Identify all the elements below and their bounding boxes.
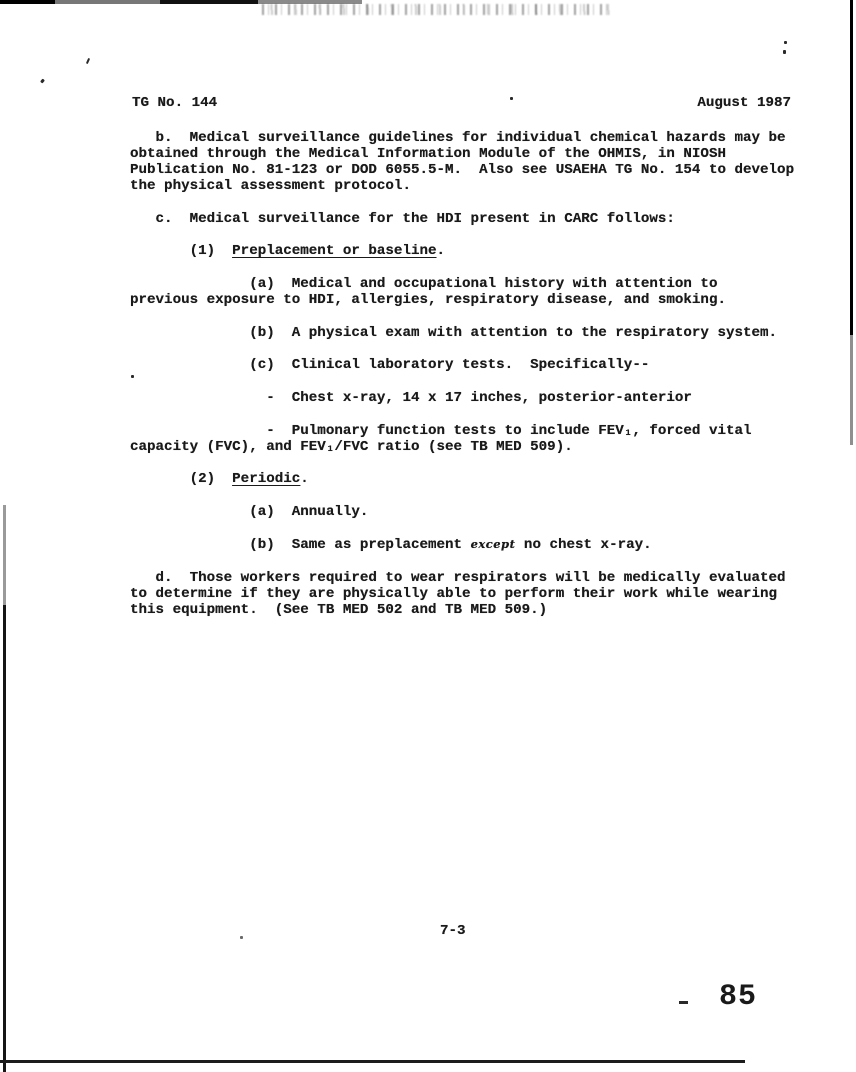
text-line [130,536,830,553]
paragraph [130,276,830,308]
paragraph [130,390,830,406]
text-segment: this equipment. (See TB MED 502 and TB MED 509.) [130,602,548,619]
text-line [130,357,830,373]
text-line [130,570,830,586]
text-segment: . [300,471,309,488]
paragraph [130,357,830,373]
paragraph [130,325,830,341]
text-segment: (a) Annually. [130,503,369,520]
paragraph [130,471,830,487]
text-segment: obtained through the Medical Information Module of the OHMIS, in NIOSH [130,146,726,163]
text-segment: b. Medical surveillance guidelines for individual chemical hazards may be [130,130,786,146]
scan-edge-bottom [0,1060,745,1063]
faded-stamp-smudge [262,4,612,15]
ink-speck [783,50,786,54]
document-body [130,130,830,618]
text-line [130,130,830,146]
ink-speck [510,97,513,100]
ink-speck [240,936,243,939]
text-segment: - Chest x-ray, 14 x 17 inches, posterior-anterior [130,389,692,406]
text-line [130,439,830,455]
text-segment: capacity (FVC), and FEV₁/FVC ratio (see TB MED 509). [130,438,573,455]
scan-edge-right [850,0,853,445]
text-segment: (1) [130,243,233,260]
text-line [130,211,830,227]
text-segment: the physical assessment protocol. [130,178,411,195]
text-line [130,390,830,406]
text-line [130,292,830,308]
text-segment: . [436,243,446,260]
stamp-dash [679,1001,688,1004]
text-line [130,243,830,259]
text-line [130,602,830,618]
text-line [130,325,830,341]
ink-speck [784,41,787,44]
text-segment: (c) Clinical laboratory tests. Specifically-- [130,357,650,374]
ink-speck [40,79,45,84]
paragraph [130,504,830,520]
text-segment: (b) Same as preplacement [130,537,471,554]
text-segment: c. Medical surveillance for the HDI present in CARC follows: [130,210,675,227]
text-line [130,504,830,520]
text-line [130,162,830,178]
page-number: 7-3 [440,923,466,939]
underlined-text: Periodic [232,471,301,488]
text-segment: - Pulmonary function tests to include FEV₁, forced vital [130,422,752,439]
text-line [130,276,830,292]
text-segment: no chest x-ray. [515,537,652,554]
paragraph [130,423,830,455]
text-segment: to determine if they are physically able to perform their work while wearing [130,586,778,603]
scan-edge-left [3,505,6,1072]
paragraph [130,570,830,618]
text-line [130,146,830,162]
text-segment: (b) A physical exam with attention to the respiratory system. [130,324,778,341]
paragraph [130,130,830,194]
paragraph [130,536,830,553]
text-segment: (a) Medical and occupational history with attention to [130,276,718,293]
text-segment: previous exposure to HDI, allergies, respiratory disease, and smoking. [130,292,726,309]
text-segment: (2) [130,471,233,488]
text-segment: Publication No. 81-123 or DOD 6055.5-M. Also see USAEHA TG No. 154 to develop [130,162,795,179]
stamp-number: 85 [719,980,758,1014]
document-id: TG No. 144 [132,95,218,111]
underlined-text: Preplacement or baseline [232,243,437,260]
paragraph [130,211,830,227]
text-line [130,178,830,194]
text-segment: d. Those workers required to wear respirators will be medically evaluated [130,570,786,586]
document-date: August 1987 [697,95,791,111]
italic-text: except [470,537,516,552]
text-line [130,586,830,602]
text-line [130,471,830,487]
text-line [130,423,830,439]
ink-speck [86,58,90,64]
paragraph [130,243,830,259]
